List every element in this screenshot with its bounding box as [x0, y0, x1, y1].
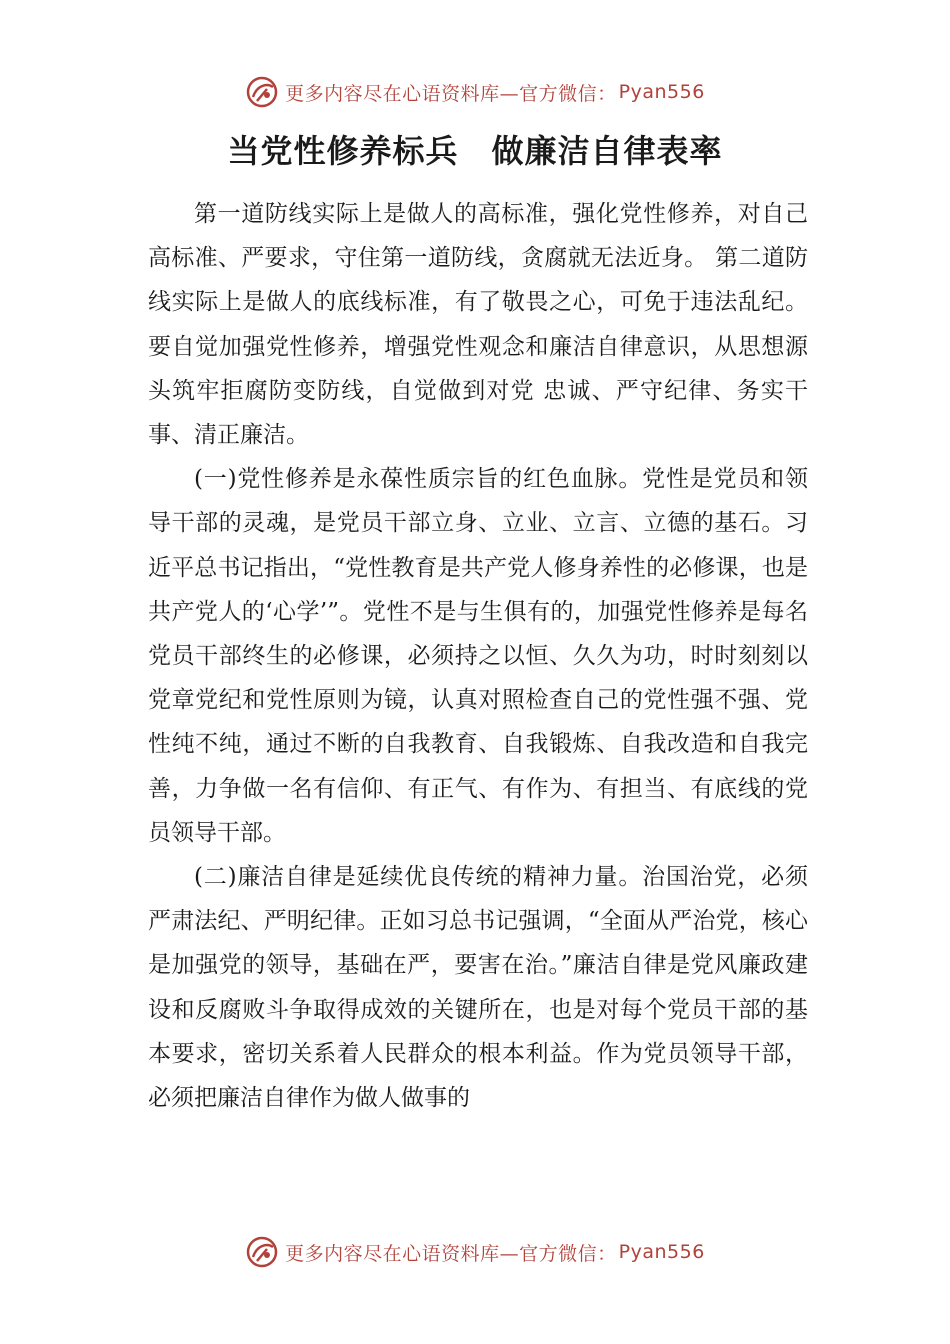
logo-icon [245, 1235, 279, 1269]
watermark-text: 更多内容尽在心语资料库—官方微信： [285, 82, 617, 105]
footer-watermark [0, 1232, 950, 1272]
document-title: 当党性修养标兵 做廉洁自律表率 [227, 132, 723, 170]
logo-icon [245, 75, 279, 109]
paragraph: 第一道防线实际上是做人的高标准，强化党性修养，对自己高标准、严要求，守住第一道防线，贪腐就无法近身。 第二道防线实际上是做人的底线标准，有了敬畏之心，可免于违法乱纪。要自觉加强党性修养，增强党性观念和廉洁自律意识，从思想源头筑牢拒腐防变防线，自觉做到对党 忠诚、严守纪律、务实干事、清正廉洁。 [148, 201, 808, 449]
paragraph: (一)党性修养是永葆性质宗旨的红色血脉。党性是党员和领导干部的灵魂，是党员干部立身、立业、立言、立德的基石。习近平总书记指出，“党性教育是共产党人修身养性的必修课，也是共产党人的‘心学’”。党性不是与生俱有的，加强党性修养是每名党员干部终生的必修课，必须持之以恒、久久为功，时时刻刻以党章党纪和党性原则为镜，认真对照检查自己的党性强不强、党性纯不纯，通过不断的自我教育、自我锻炼、自我改造和自我完善，力争做一名有信仰、有正气、有作为、有担当、有底线的党员领导干部。 [148, 466, 808, 846]
watermark-wechat-id: Pyan556 [618, 81, 705, 103]
watermark-text: 更多内容尽在心语资料库—官方微信： [285, 1242, 617, 1265]
document-body [148, 192, 808, 1120]
paragraph: (二)廉洁自律是延续优良传统的精神力量。治国治党，必须严肃法纪、严明纪律。正如习总书记强调，“全面从严治党，核心是加强党的领导，基础在严，要害在治。”廉洁自律是党风廉政建设和反腐败斗争取得成效的关键所在，也是对每个党员干部的基本要求，密切关系着人民群众的根本利益。作为党员领导干部，必须把廉洁自律作为做人做事的 [148, 864, 808, 1112]
header-watermark [0, 72, 950, 112]
watermark-wechat-id: Pyan556 [618, 1241, 705, 1263]
